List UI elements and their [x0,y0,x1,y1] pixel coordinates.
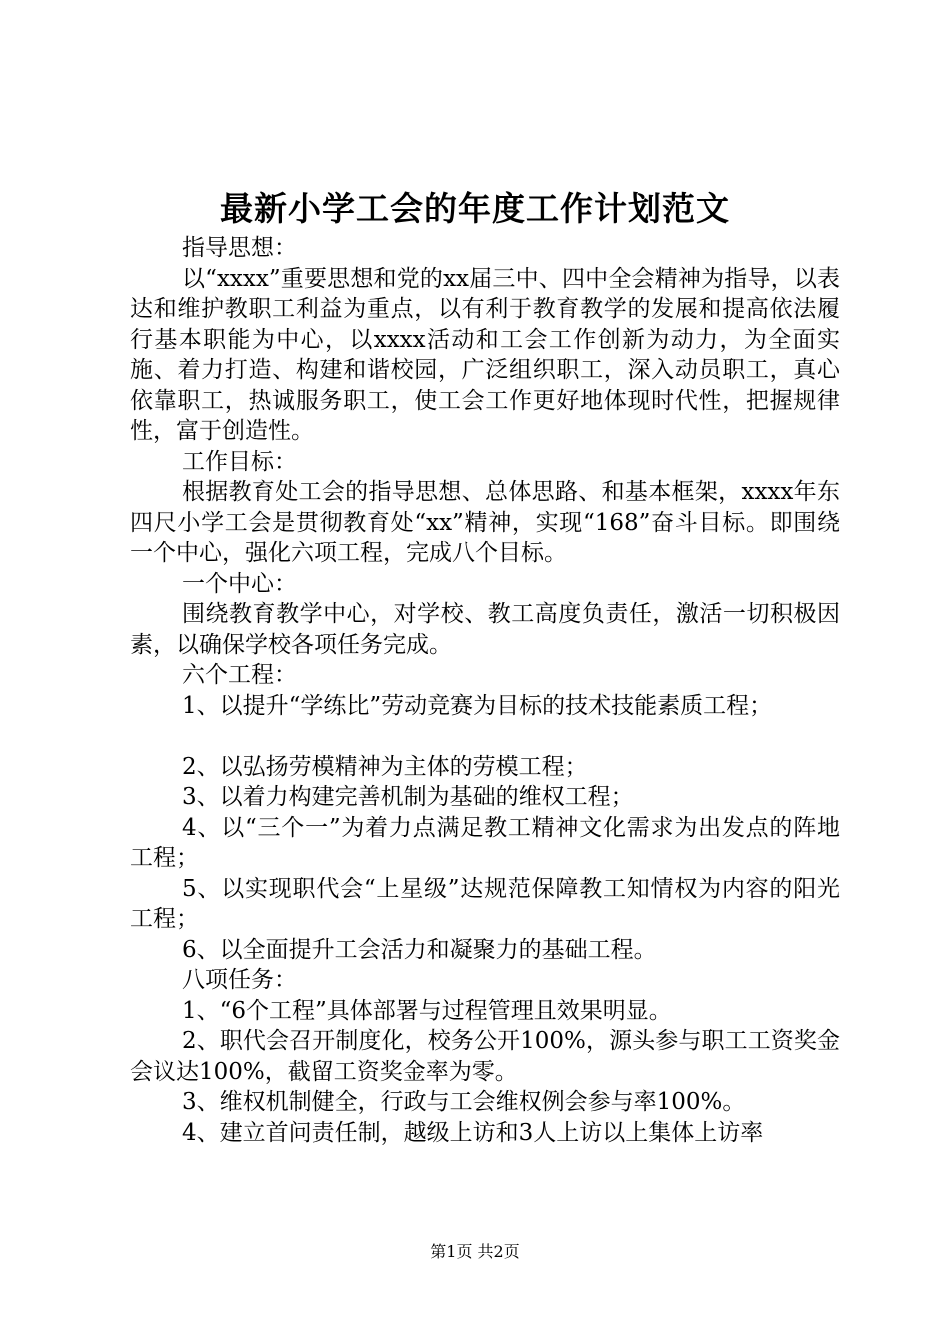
paragraph-one-center: 围绕教育教学中心，对学校、教工高度负责任，激活一切积极因素，以确保学校各项任务完成。 [130,601,840,658]
list-item-project-3: 3、以着力构建完善机制为基础的维权工程； [182,784,634,810]
list-item-project-6: 6、以全面提升工会活力和凝聚力的基础工程。 [182,936,657,963]
document-title: 最新小学工会的年度工作计划范文 [220,189,730,228]
document-body [130,233,840,1148]
blank-line [130,721,840,752]
list-item-task-4: 4、建立首问责任制，越级上访和3人上访以上集体上访率 [182,1119,764,1146]
heading-work-goals: 工作目标： [182,448,297,475]
list-item-task-1: 1、“6个工程”具体部署与过程管理且效果明显。 [182,997,672,1024]
list-item-task-3: 3、维权机制健全，行政与工会维权例会参与率100%。 [182,1089,746,1115]
list-item-project-5: 5、以实现职代会“上星级”达规范保障教工知情权为内容的阳光工程； [130,875,840,932]
heading-one-center: 一个中心： [182,570,297,597]
paragraph-work-goals: 根据教育处工会的指导思想、总体思路、和基本框架，xxxx年东四尺小学工会是贯彻教育处“xx”精神，实现“168”奋斗目标。即围绕一个中心，强化六项工程，完成八个目标。 [130,479,840,566]
list-item-project-4: 4、以“三个一”为着力点满足教工精神文化需求为出发点的阵地工程； [130,814,840,871]
paragraph-guiding-ideology: 以“xxxx”重要思想和党的xx届三中、四中全会精神为指导，以表达和维护教职工利益为重点，以有利于教育教学的发展和提高依法履行基本职能为中心，以xxxx活动和工会工作创新为动力，为全面实施、着力打造、构建和谐校园，广泛组织职工，深入动员职工，真心依靠职工，热诚服务职工，使工会工作更好地体现时代性，把握规律性，富于创造性。 [130,265,840,444]
page-footer: 第1页 共2页 [430,1242,520,1261]
heading-six-projects: 六个工程： [182,662,297,688]
heading-guiding-ideology: 指导思想： [182,235,297,261]
list-item-project-1: 1、以提升“学练比”劳动竞赛为目标的技术技能素质工程； [182,692,773,719]
heading-eight-tasks: 八项任务： [182,967,297,993]
list-item-task-2: 2、职代会召开制度化，校务公开100%，源头参与职工工资奖金会议达100%，截留工资奖金率为零。 [130,1028,840,1085]
list-item-project-2: 2、以弘扬劳模精神为主体的劳模工程； [182,753,588,780]
